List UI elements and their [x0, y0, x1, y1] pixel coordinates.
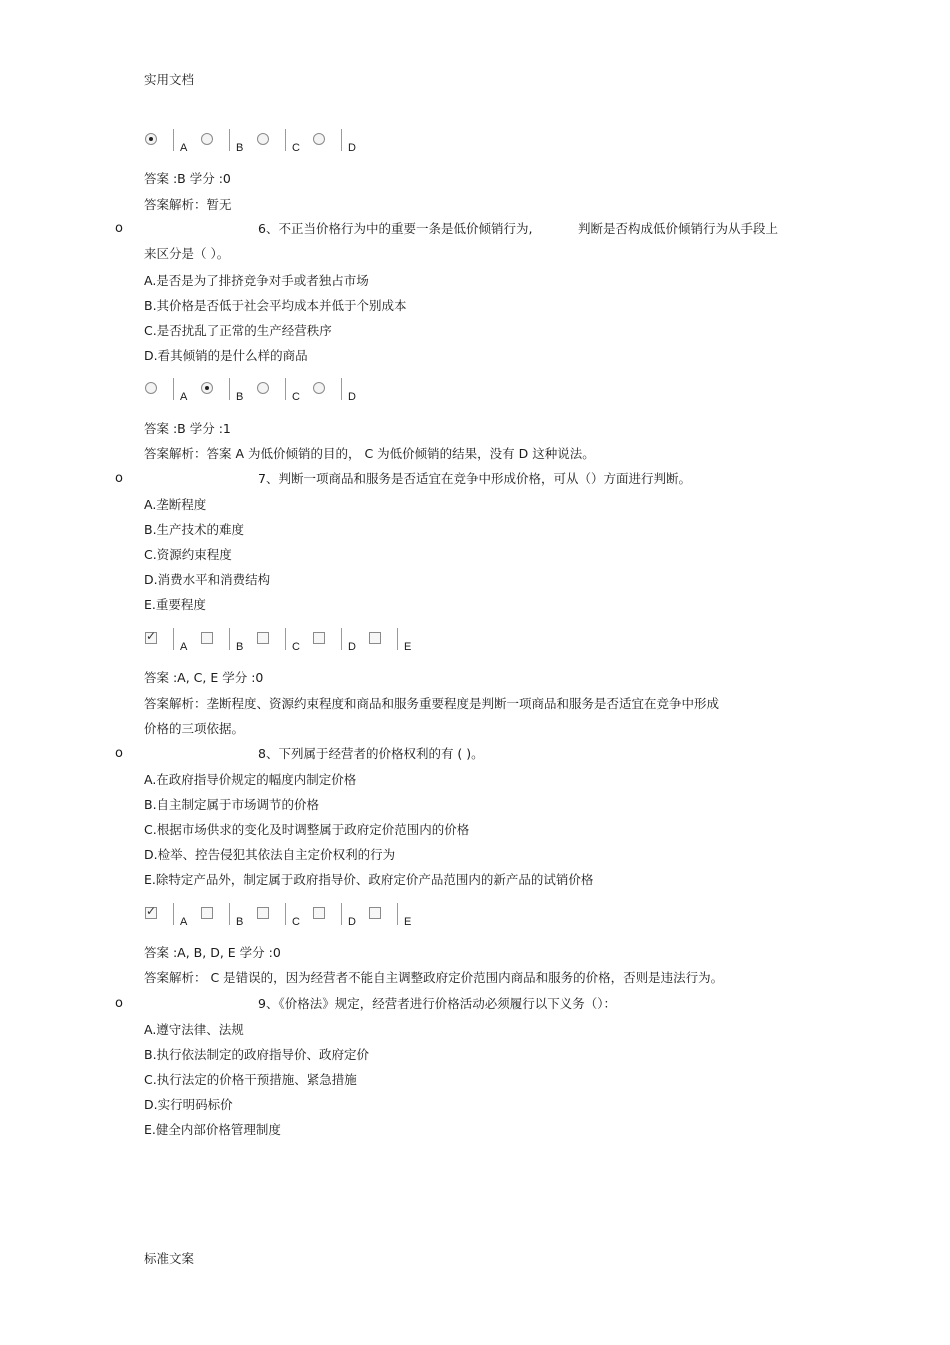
q6-option-b: B.其价格是否低于社会平均成本并低于个别成本: [144, 298, 407, 313]
divider: [285, 628, 286, 650]
q7-checkbox-e[interactable]: [369, 632, 381, 644]
q8-choice-label: C: [292, 916, 300, 928]
q6-choice-b[interactable]: [200, 378, 256, 406]
q8-checkbox-a[interactable]: [145, 907, 157, 919]
q7-checkbox-a[interactable]: [145, 632, 157, 644]
q8-choice-b[interactable]: [200, 903, 256, 931]
q9-option-a: A.遵守法律、法规: [144, 1022, 244, 1037]
q5-answer-choices: [144, 129, 444, 157]
q6-answer-line: 答案 :B 学分 :1: [144, 421, 231, 436]
q7-checkbox-d[interactable]: [313, 632, 325, 644]
q5-choice-a[interactable]: [144, 129, 200, 157]
q8-option-b: B.自主制定属于市场调节的价格: [144, 797, 320, 812]
q5-radio-b[interactable]: [201, 133, 213, 145]
q7-choice-label: C: [292, 641, 300, 653]
page-footer: 标准文案: [144, 1251, 195, 1266]
q7-choice-label: B: [236, 641, 244, 653]
q8-bullet: o: [115, 746, 123, 761]
divider: [173, 628, 174, 650]
q7-choice-c[interactable]: [256, 628, 312, 656]
q8-option-d: D.检举、控告侵犯其依法自主定价权利的行为: [144, 847, 396, 862]
q7-checkbox-c[interactable]: [257, 632, 269, 644]
q6-option-d: D.看其倾销的是什么样的商品: [144, 348, 308, 363]
q7-choice-label: E: [404, 641, 412, 653]
q5-radio-c[interactable]: [257, 133, 269, 145]
q8-checkbox-b[interactable]: [201, 907, 213, 919]
q9-bullet: o: [115, 996, 123, 1011]
divider: [341, 903, 342, 925]
q5-radio-d[interactable]: [313, 133, 325, 145]
q8-checkbox-e[interactable]: [369, 907, 381, 919]
q6-choice-label: D: [348, 391, 356, 403]
q6-analysis: 答案解析：答案 A 为低价倾销的目的， C 为低价倾销的结果，没有 D 这种说法。: [144, 446, 595, 461]
divider: [341, 628, 342, 650]
q5-radio-a[interactable]: [145, 133, 157, 145]
q5-choice-d[interactable]: [312, 129, 368, 157]
q5-choice-c[interactable]: [256, 129, 312, 157]
q8-choice-a[interactable]: [144, 903, 200, 931]
q5-analysis: 答案解析：暂无: [144, 197, 232, 212]
divider: [173, 378, 174, 400]
q7-choice-label: A: [180, 641, 188, 653]
divider: [285, 129, 286, 151]
q6-choice-label: B: [236, 391, 244, 403]
q7-choice-e[interactable]: [368, 628, 424, 656]
q5-choice-label: A: [180, 142, 188, 154]
q8-answer-line: 答案 :A, B, D, E 学分 :0: [144, 945, 281, 960]
q7-choice-a[interactable]: [144, 628, 200, 656]
q6-choice-d[interactable]: [312, 378, 368, 406]
q6-stem-part1: 6、不正当价格行为中的重要一条是低价倾销行为,: [258, 221, 533, 236]
q8-option-c: C.根据市场供求的变化及时调整属于政府定价范围内的价格: [144, 822, 470, 837]
q8-stem: 8、下列属于经营者的价格权利的有 ( )。: [258, 746, 484, 761]
q6-stem-part2: 判断是否构成低价倾销行为从手段上: [578, 221, 779, 236]
q7-choice-d[interactable]: [312, 628, 368, 656]
q6-bullet: o: [115, 221, 123, 236]
divider: [397, 903, 398, 925]
q7-stem: 7、判断一项商品和服务是否适宜在竞争中形成价格，可从（）方面进行判断。: [258, 471, 691, 486]
page-header: 实用文档: [144, 72, 195, 87]
divider: [341, 378, 342, 400]
q6-radio-a[interactable]: [145, 382, 157, 394]
q5-answer-line: 答案 :B 学分 :0: [144, 171, 231, 186]
q7-bullet: o: [115, 471, 123, 486]
q5-choice-label: C: [292, 142, 300, 154]
q9-stem: 9、《价格法》规定，经营者进行价格活动必须履行以下义务（）：: [258, 996, 616, 1011]
q8-option-e: E.除特定产品外，制定属于政府指导价、政府定价产品范围内的新产品的试销价格: [144, 872, 594, 887]
q8-analysis: 答案解析： C 是错误的，因为经营者不能自主调整政府定价范围内商品和服务的价格，否则是违法行为。: [144, 970, 724, 985]
divider: [285, 378, 286, 400]
q7-option-d: D.消费水平和消费结构: [144, 572, 271, 587]
q9-option-e: E.健全内部价格管理制度: [144, 1122, 281, 1137]
q6-radio-b[interactable]: [201, 382, 213, 394]
divider: [173, 903, 174, 925]
q6-choice-label: C: [292, 391, 300, 403]
divider: [229, 903, 230, 925]
q7-option-c: C.资源约束程度: [144, 547, 232, 562]
q6-option-c: C.是否扰乱了正常的生产经营秩序: [144, 323, 332, 338]
q5-choice-b[interactable]: [200, 129, 256, 157]
q7-checkbox-b[interactable]: [201, 632, 213, 644]
q6-answer-choices: [144, 378, 444, 406]
divider: [285, 903, 286, 925]
divider: [397, 628, 398, 650]
q7-choice-label: D: [348, 641, 356, 653]
q8-checkbox-d[interactable]: [313, 907, 325, 919]
q8-checkbox-c[interactable]: [257, 907, 269, 919]
q6-choice-label: A: [180, 391, 188, 403]
q8-choice-label: E: [404, 916, 412, 928]
q7-analysis-line1: 答案解析：垄断程度、资源约束程度和商品和服务重要程度是判断一项商品和服务是否适宜在竞争中形成: [144, 696, 720, 711]
q5-choice-label: D: [348, 142, 356, 154]
q8-choice-label: A: [180, 916, 188, 928]
q7-option-a: A.垄断程度: [144, 497, 207, 512]
q8-choice-label: B: [236, 916, 244, 928]
q8-answer-choices: [144, 903, 444, 931]
q7-option-b: B.生产技术的难度: [144, 522, 245, 537]
q8-choice-c[interactable]: [256, 903, 312, 931]
q8-option-a: A.在政府指导价规定的幅度内制定价格: [144, 772, 357, 787]
q6-option-a: A.是否是为了排挤竞争对手或者独占市场: [144, 273, 369, 288]
q6-stem-line2: 来区分是（ ）。: [144, 246, 230, 261]
divider: [229, 628, 230, 650]
q6-choice-a[interactable]: [144, 378, 200, 406]
q6-radio-d[interactable]: [313, 382, 325, 394]
q9-option-d: D.实行明码标价: [144, 1097, 233, 1112]
q9-option-c: C.执行法定的价格干预措施、紧急措施: [144, 1072, 357, 1087]
q7-answer-choices: [144, 628, 444, 656]
q7-option-e: E.重要程度: [144, 597, 206, 612]
q7-analysis-line2: 价格的三项依据。: [144, 721, 245, 736]
divider: [229, 129, 230, 151]
q9-option-b: B.执行依法制定的政府指导价、政府定价: [144, 1047, 370, 1062]
q8-choice-e[interactable]: [368, 903, 424, 931]
q8-choice-label: D: [348, 916, 356, 928]
q5-choice-label: B: [236, 142, 244, 154]
q7-answer-line: 答案 :A, C, E 学分 :0: [144, 670, 264, 685]
divider: [341, 129, 342, 151]
q7-choice-b[interactable]: [200, 628, 256, 656]
divider: [173, 129, 174, 151]
q6-choice-c[interactable]: [256, 378, 312, 406]
q8-choice-d[interactable]: [312, 903, 368, 931]
q6-radio-c[interactable]: [257, 382, 269, 394]
divider: [229, 378, 230, 400]
